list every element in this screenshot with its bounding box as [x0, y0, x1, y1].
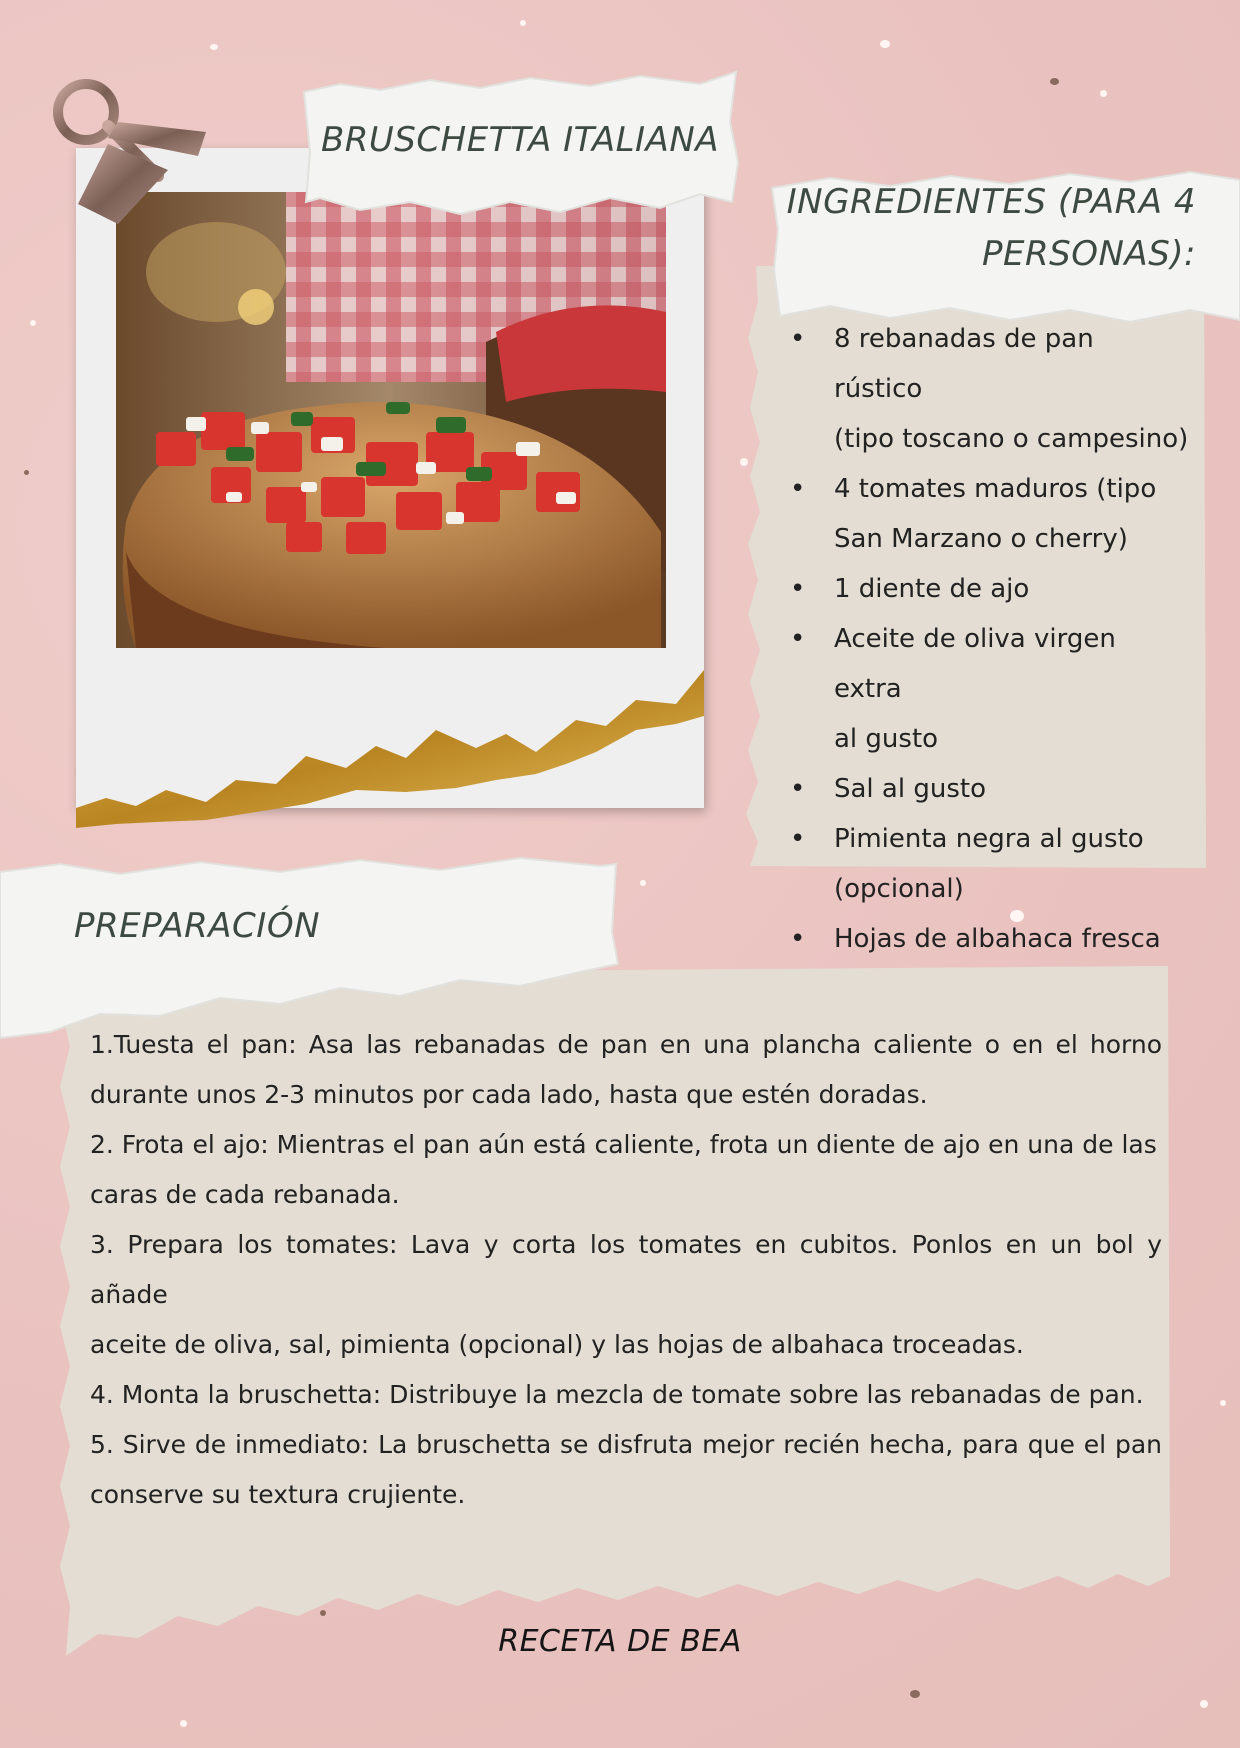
- binder-clip-icon: [48, 74, 218, 234]
- preparation-steps: [90, 1020, 1162, 1520]
- step-1: 1.Tuesta el pan: Asa las rebanadas de pan en una plancha caliente o en el horno durante unos 2-3 minutos por cada lado, hasta que estén doradas.: [90, 1030, 1162, 1109]
- list-item: • Aceite de oliva virgen extra al gusto: [790, 614, 1190, 764]
- list-item: • Pimienta negra al gusto (opcional): [790, 814, 1190, 914]
- step-3: 3. Prepara los tomates: Lava y corta los tomates en cubitos. Ponlos en un bol y añade: [90, 1230, 1162, 1309]
- step-5: 5. Sirve de inmediato: La bruschetta se disfruta mejor recién hecha, para que el pan conserve su textura crujiente.: [90, 1430, 1162, 1509]
- ingredients-heading-line1: INGREDIENTES (PARA 4: [786, 182, 1196, 222]
- recipe-title: BRUSCHETTA ITALIANA: [320, 120, 720, 160]
- bruschetta-photo: [116, 192, 666, 648]
- gold-foil-strip: [76, 660, 704, 830]
- list-item: • Hojas de albahaca fresca: [790, 914, 1190, 964]
- preparation-heading-paper: [0, 852, 620, 1048]
- ingredients-list: [790, 314, 1190, 964]
- list-item: • 8 rebanadas de pan rústico (tipo toscano o campesino): [790, 314, 1190, 464]
- preparation-heading: PREPARACIÓN: [74, 906, 321, 946]
- step-4: 4. Monta la bruschetta: Distribuye la mezcla de tomate sobre las rebanadas de pan.: [90, 1380, 1144, 1409]
- list-item: • 4 tomates maduros (tipo San Marzano o cherry): [790, 464, 1190, 564]
- step-2: 2. Frota el ajo: Mientras el pan aún está caliente, frota un diente de ajo en una de las: [90, 1130, 1157, 1159]
- footer-signature: RECETA DE BEA: [498, 1624, 742, 1659]
- ingredients-heading-line2: PERSONAS):: [982, 234, 1196, 274]
- step-2-continued: caras de cada rebanada.: [90, 1180, 400, 1209]
- list-item: • 1 diente de ajo: [790, 564, 1190, 614]
- list-item: • Sal al gusto: [790, 764, 1190, 814]
- step-3-continued: aceite de oliva, sal, pimienta (opcional) y las hojas de albahaca troceadas.: [90, 1330, 1024, 1359]
- ingredients-heading: [770, 176, 1196, 280]
